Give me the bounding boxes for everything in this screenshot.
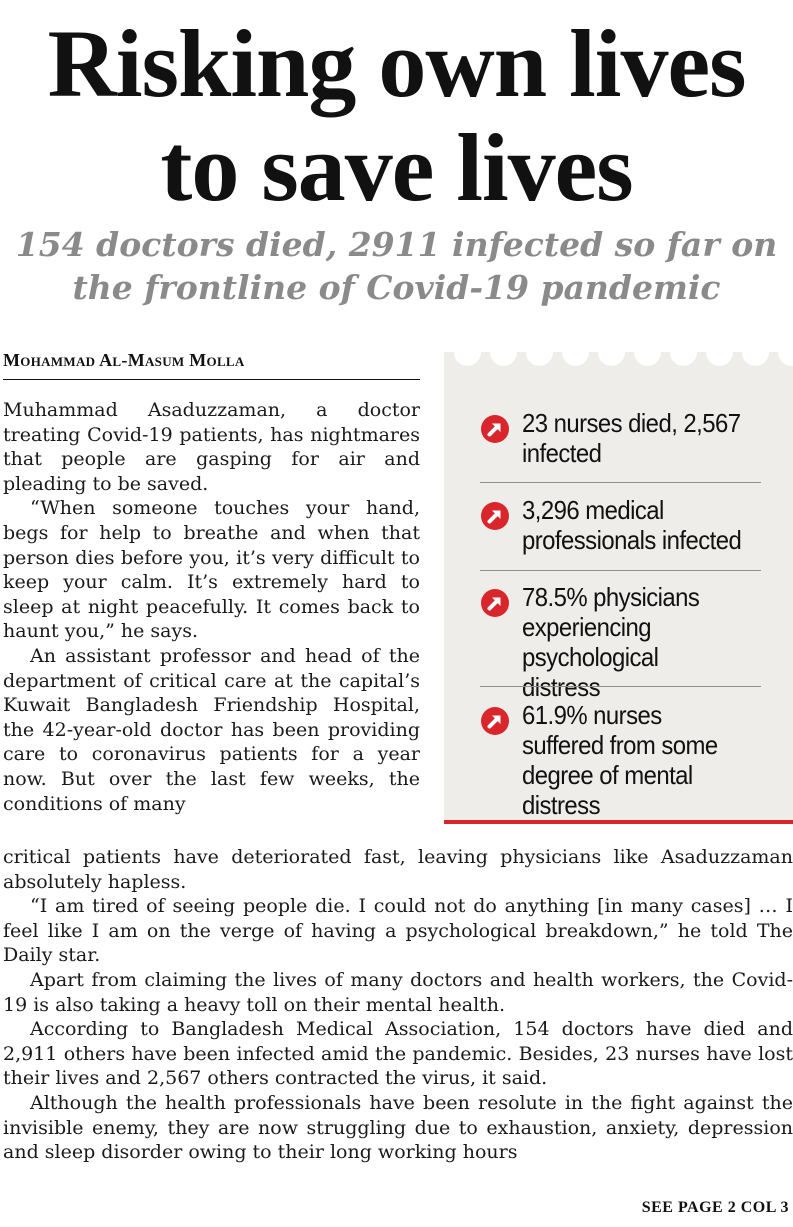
arrow-up-right-circle-icon: [480, 414, 510, 444]
sidebar-divider: [480, 686, 761, 687]
article-paragraph: Although the health professionals have been resolute in the fight against the invisible enemy, they are now struggling due to exhaustion, anxiety, depression and sleep disorder owing to their long working hours: [3, 1091, 793, 1164]
article-narrow-column: [3, 398, 420, 816]
article-paragraph: According to Bangladesh Medical Association, 154 doctors have died and 2,911 others have been infected amid the pandemic. Besides, 23 nurses have lost their lives and 2,567 others contracted the virus, it said.: [3, 1018, 793, 1090]
sidebar-fact: [480, 700, 761, 820]
byline: Mohammad Al-Masum Molla: [3, 350, 420, 380]
continuation-reference: SEE PAGE 2 COL 3: [641, 1199, 789, 1216]
sidebar-fact-text: 78.5% physicians experiencing psychological distress: [522, 582, 700, 702]
sidebar-fact: [480, 408, 761, 468]
headline: [0, 12, 793, 219]
subheadline-line-2: the frontline of Covid-19 pandemic: [72, 267, 721, 307]
article-wide-column: [3, 845, 793, 1165]
sidebar-fact-text: 61.9% nurses suffered from some degree of mental distress: [522, 700, 718, 820]
sidebar-fact-text: 3,296 medical professionals infected: [522, 495, 742, 555]
arrow-up-right-circle-icon: [480, 501, 510, 531]
article-paragraph: “I am tired of seeing people die. I could not do anything [in many cases] … I feel like I am on the verge of having a psychological breakdown,” he told The Daily star.: [3, 895, 793, 967]
article-paragraph: An assistant professor and head of the department of critical care at the capital’s Kuwait Bangladesh Friendship Hospital, the 42-year-old doctor has been providing care to coronavirus patients for a year now. But over the last few weeks, the conditions of many: [3, 644, 420, 815]
sidebar-fact-text: 23 nurses died, 2,567 infected: [522, 408, 741, 468]
sidebar-divider: [480, 482, 761, 483]
article-paragraph: critical patients have deteriorated fast, leaving physicians like Asaduzzaman absolutely hapless.: [3, 846, 793, 893]
subheadline-line-1: 154 doctors died, 2911 infected so far on: [15, 225, 778, 264]
arrow-up-right-circle-icon: [480, 588, 510, 618]
sidebar-fact: [480, 582, 761, 702]
headline-line-2: to save lives: [160, 113, 633, 221]
perforated-edge: [444, 352, 793, 378]
article-paragraph: “When someone touches your hand, begs for help to breathe and when that person dies before you, it’s very difficult to keep your calm. It’s extremely hard to sleep at night peacefully. It comes back to haunt you,” he says.: [3, 497, 420, 643]
sidebar-divider: [480, 570, 761, 571]
sidebar-fact: [480, 495, 761, 555]
subheadline: [0, 224, 793, 310]
arrow-up-right-circle-icon: [480, 706, 510, 736]
article-paragraph: Muhammad Asaduzzaman, a doctor treating Covid-19 patients, has nightmares that people are gasping for air and pleading to be saved.: [3, 399, 420, 495]
headline-line-1: Risking own lives: [47, 10, 746, 117]
stats-sidebar: [444, 352, 793, 824]
article-paragraph: Apart from claiming the lives of many doctors and health workers, the Covid-19 is also taking a heavy toll on their mental health.: [3, 968, 793, 1016]
